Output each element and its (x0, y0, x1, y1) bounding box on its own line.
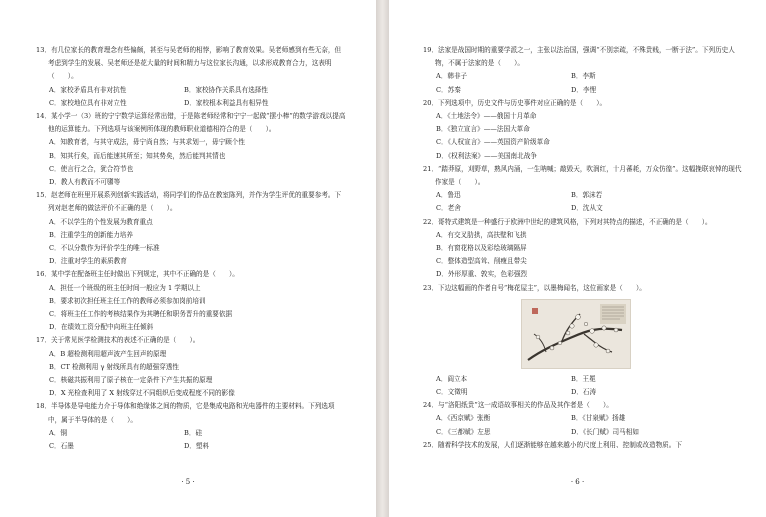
answer-option: B．李斯 (571, 72, 596, 81)
answer-options (36, 348, 346, 401)
answer-option: C．不以分数作为评价学生的唯一标准 (49, 244, 160, 253)
answer-options (36, 216, 346, 269)
answer-option: D．X 光检查利用了 X 射线穿过不同组织后变成程度不同的影像 (49, 389, 235, 398)
question-block (36, 400, 346, 453)
answer-option: C．文徵明 (436, 388, 468, 397)
answer-option: A．铜 (49, 428, 67, 437)
answer-option: A．阎立本 (436, 374, 468, 383)
question-block (36, 334, 346, 400)
question-block (423, 163, 743, 216)
exam-page-right (389, 0, 766, 517)
question-list-right (423, 44, 743, 452)
question-block (36, 110, 346, 189)
answer-option: B．知其行矣，而后能速其所至；知其势矣，然后能判其情也 (49, 151, 226, 160)
question-stem: 21．“踏莽原，刈野草，熟风内涌，一生呐喊；敲毁天，吹润红，十月蕃耗，万众仿徨”。这幅挽联哀悼的现代作家是（ ）。 (423, 164, 742, 187)
question-block (423, 97, 743, 163)
answer-option: C．老舍 (436, 204, 461, 213)
answer-option: A．不以学生的个性发展为教育重点 (49, 217, 153, 226)
question-stem: 23．下边这幅画的作者自号“梅花屋主”，以墨梅闻名，这位画家是（ ）。 (423, 283, 646, 292)
answer-option: D．注重对学生的素质教育 (49, 257, 127, 266)
question-stem: 13．有几位家长的教育理念有些偏颇，甚至与吴老师的相悖，影响了教育效果。吴老师感到有些无奈，但考虑到学生的发展、吴老师还是花大量的时间和精力与这位家长沟通，以求形成教育合力，这表明（ ）。 (36, 46, 342, 81)
answer-option: C．苏秦 (436, 85, 461, 94)
question-block (423, 399, 743, 439)
question-block (423, 44, 743, 97)
answer-option: C．将班主任工作的考核结果作为其聘任和职务晋升的重要依据 (49, 310, 233, 319)
answer-option: A．《西京赋》张衡 (436, 414, 491, 423)
answer-options (36, 84, 346, 110)
plum-blossom-painting (521, 299, 631, 369)
answer-option: B．《独立宣言》——法国大革命 (436, 125, 530, 134)
question-stem: 14．某小学一（3）班的宁宁数学运算经常出错，于是陈老师经常和宁宁一起做“摆小棒”的数学游戏以提高他的运算能力。下列选项与该案例所体现的教师职业道德相符合的是（ ）。 (36, 112, 346, 134)
answer-option: D．家校根本利益具有相异性 (184, 98, 269, 107)
answer-option: A．《土地法令》——俄国十月革命 (436, 112, 537, 121)
answer-options (423, 70, 743, 96)
answer-option: D．《权利法案》——美国南北战争 (436, 151, 537, 160)
answer-option: B．要求初次担任班主任工作的教师必须参加岗前培训 (49, 296, 206, 305)
answer-option: C．《人权宣言》——英国资产阶级革命 (436, 138, 550, 147)
answer-option: A．家校矛盾具有非对抗性 (49, 85, 127, 94)
question-stem: 22．哥特式建筑是一种盛行于欧洲中世纪的建筑风格，下列对其特点的描述，不正确的是（ ）。 (423, 217, 712, 226)
answer-option: D．塑料 (184, 442, 210, 451)
answer-option: C．使言行之合，犹合符节也 (49, 164, 134, 173)
question-stem: 18．半导体是导电能力介于导体和绝缘体之间的物质，它是集成电路和光电器件的主要材料。下列选项中，属于半导体的是（ ）。 (36, 402, 335, 424)
answer-option: D．在绩效工资分配中向班主任倾斜 (49, 323, 154, 332)
answer-options (423, 189, 743, 215)
answer-option: A．担任一个班级的班主任时间一般应为 1 学期以上 (49, 283, 201, 292)
question-stem: 20．下列选项中，历史文件与历史事件对应正确的是（ ）。 (423, 98, 607, 107)
answer-option: B．家校协作关系具有选择性 (184, 85, 268, 94)
answer-option: B．有窗花格以及彩绘玻璃隔屏 (436, 244, 527, 253)
question-block (423, 439, 743, 452)
answer-option: D．石涛 (571, 388, 597, 397)
answer-option: B．硅 (184, 428, 203, 437)
answer-options (36, 282, 346, 335)
answer-options (36, 136, 346, 189)
answer-option: C．家校地位具有非对立性 (49, 98, 127, 107)
answer-options (36, 427, 346, 453)
book-gutter (376, 0, 389, 517)
question-block (36, 44, 346, 110)
answer-option: D．外形厚重、敦实，色彩强烈 (436, 270, 528, 279)
question-block (423, 216, 743, 282)
answer-options (423, 412, 743, 438)
answer-option: B．郭沫若 (571, 191, 603, 200)
answer-option: D．李悝 (571, 85, 597, 94)
answer-option: C．整体造型高耸、削瘦且带尖 (436, 257, 527, 266)
answer-option: A．有交叉肋拱，高扶壁和飞拱 (436, 230, 527, 239)
question-block (423, 282, 743, 400)
answer-options (423, 373, 743, 399)
answer-option: C．《三都赋》左思 (436, 427, 491, 436)
answer-option: C．石墨 (49, 442, 74, 451)
answer-option: D．教人有教而不可隳等 (49, 178, 121, 187)
exam-page-left (0, 0, 376, 517)
question-stem: 15．赵老师在班里开展系列创新实践活动，将同学们的作品在教室陈列，并作为学生评优的重要参考。下列对赵老师的做法评价不正确的是（ ）。 (36, 191, 342, 213)
answer-option: A．韩非子 (436, 72, 468, 81)
answer-option: A．鲁迅 (436, 191, 461, 200)
question-block (36, 268, 346, 334)
page-number: · 6 · (570, 478, 585, 486)
answer-option: C．核磁共振利用了原子核在一定条件下产生共振的原理 (49, 376, 213, 385)
question-block (36, 189, 346, 268)
question-stem: 24．与“洛阳纸贵”这一成语故事相关的作品及其作者是（ ）。 (423, 401, 613, 410)
answer-option: A．知教育者，与其守成法，毋宁尚自然；与其求划一，毋宁顾个性 (49, 138, 245, 147)
question-stem: 25．随着科学技术的发展，人们逐渐能够在越来越小的尺度上利用、控制或改造物质。下 (423, 440, 682, 449)
answer-option: D．沈从文 (571, 204, 603, 213)
answer-options (423, 110, 743, 163)
question-stem: 17．关于常见医学检测技术的表述不正确的是（ ）。 (36, 336, 200, 345)
answer-option: B．注重学生的创新能力培养 (49, 230, 133, 239)
answer-option: B．王冕 (571, 374, 596, 383)
page-number: · 5 · (181, 478, 195, 486)
answer-option: D．《长门赋》司马相如 (571, 427, 639, 436)
question-stem: 16．某中学在配备班主任时做出下列规定，其中不正确的是（ ）。 (36, 270, 239, 279)
answer-option: A．B 超检测利用超声波产生回声的原理 (49, 349, 167, 358)
question-stem: 19．法家是战国时期的重要学派之一，主张以法治国，强调“不别亲疏，不殊贵贱，一断于法”。下列历史人物，不属于法家的是（ ）。 (423, 46, 735, 68)
answer-option: B．《甘泉赋》扬雄 (571, 414, 626, 423)
question-list-left (36, 44, 346, 453)
answer-options (423, 229, 743, 282)
answer-option: B．CT 检测利用 γ 射线所具有的超强穿透性 (49, 362, 180, 371)
